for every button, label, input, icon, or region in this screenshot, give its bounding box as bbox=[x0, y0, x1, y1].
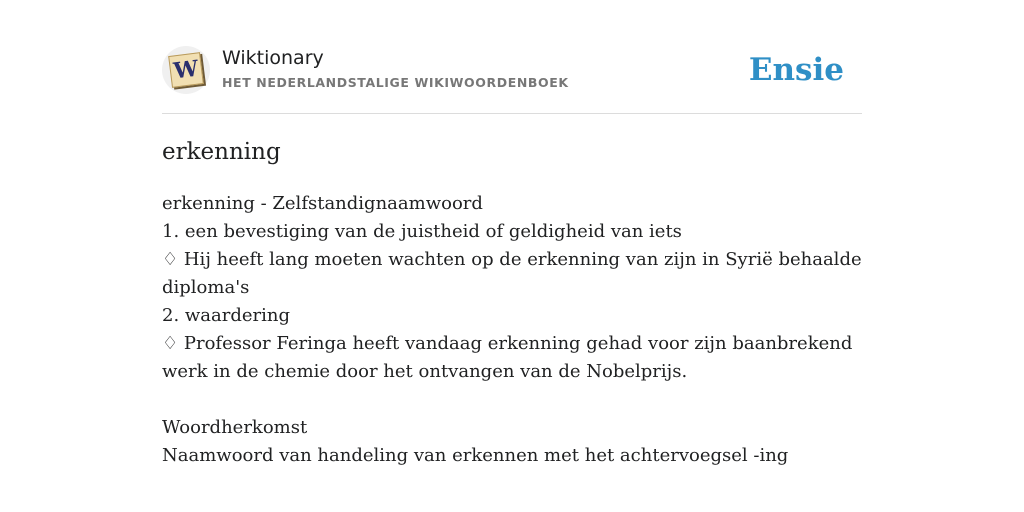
wiktionary-logo[interactable] bbox=[162, 46, 210, 94]
word-type-line: erkenning - Zelfstandignaamwoord bbox=[162, 193, 483, 214]
definition-1: 1. een bevestiging van de juistheid of geldigheid van iets bbox=[162, 221, 682, 242]
spacer bbox=[162, 386, 862, 414]
definition-2: 2. waardering bbox=[162, 305, 291, 326]
site-subtitle: HET NEDERLANDSTALIGE WIKIWOORDENBOEK bbox=[222, 75, 569, 90]
etymology-heading: Woordherkomst bbox=[162, 417, 308, 438]
header bbox=[162, 0, 862, 114]
entry-card bbox=[162, 0, 862, 466]
entry-content bbox=[162, 190, 862, 470]
example-1: ♢ Hij heeft lang moeten wachten op de erkenning van zijn in Syrië behaalde diploma's bbox=[162, 249, 862, 298]
entry-title: erkenning bbox=[162, 139, 281, 165]
site-name[interactable]: Wiktionary bbox=[222, 47, 324, 69]
ensie-brand-logo[interactable]: Ensie bbox=[748, 52, 844, 88]
example-2: ♢ Professor Feringa heeft vandaag erkenning gehad voor zijn baanbrekend werk in de chemie door het ontvangen van de Nobelprijs. bbox=[162, 333, 853, 382]
w-tile-icon: W bbox=[168, 52, 204, 88]
etymology-text: Naamwoord van handeling van erkennen met het achtervoegsel -ing bbox=[162, 445, 789, 466]
